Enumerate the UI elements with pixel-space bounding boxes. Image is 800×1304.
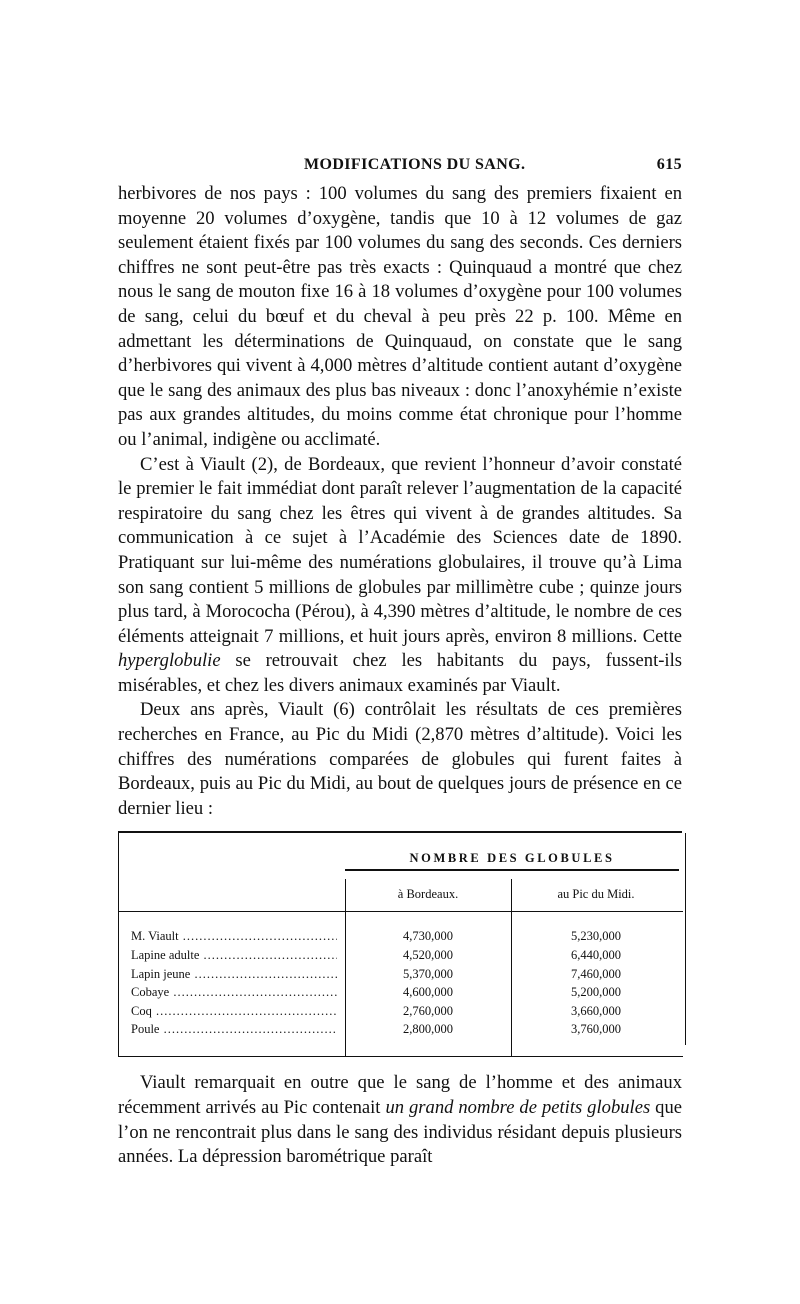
row-label: Poule .....	[131, 1022, 337, 1037]
row-pic: 6,440,000	[571, 948, 621, 963]
table-right-rule	[685, 833, 686, 1045]
table-bottom-rule	[119, 1056, 683, 1057]
table-body	[119, 929, 683, 1041]
paragraph-2-italic: hyperglobulie	[118, 650, 221, 672]
table-row	[119, 929, 683, 948]
row-pic: 5,230,000	[571, 929, 621, 944]
row-bordeaux: 4,520,000	[403, 948, 453, 963]
paragraph-2-tail: se retrouvait chez les habitants du pays, fussent-ils misérables, et chez les divers animaux examinés par Viault.	[118, 650, 683, 696]
paragraph-2-text: C’est à Viault (2), de Bordeaux, que revient l’honneur d’avoir constaté le premier le fait immédiat dont paraît relever l’augmentation de la capacité respiratoire du sang chez les êtres qui vivent à de grandes altitudes. Sa communication à ce sujet à l’Académie des Sciences date de 1890. Pratiquant sur lui-même des numérations globulaires, il trouve qu’à Lima son sang contient 5 millions de globules par millimètre cube ; quinze jours plus tard, à Morococha (Pérou), à 4,390 mètres d’altitude, le nombre de ces éléments atteignait 7 millions, et huit jours après, environ 8 millions. Cette	[118, 453, 682, 647]
paragraph-4-start: Viault remarquait en outre que le sang de l’homme et des animaux récemment arrivés au Pic contenait	[118, 1072, 682, 1119]
row-pic: 7,460,000	[571, 966, 621, 981]
row-label: Lapin jeune .....	[131, 967, 337, 982]
row-label: Cobaye .....	[131, 985, 337, 1000]
paragraph-4-italic: un grand nombre de petits globules	[385, 1097, 651, 1119]
row-pic: 5,200,000	[571, 985, 621, 1000]
running-title: MODIFICATIONS DU SANG.	[304, 156, 526, 173]
table-row	[119, 985, 683, 1004]
row-label: M. Viault .....	[131, 929, 337, 944]
row-bordeaux: 2,760,000	[403, 1003, 453, 1018]
paragraph-2	[118, 453, 682, 699]
table-brace	[345, 869, 679, 879]
row-label: Lapine adulte .....	[131, 948, 337, 963]
paragraph-1: herbivores de nos pays : 100 volumes du sang des premiers fixaient en moyenne 20 volumes d’oxygène, tandis que 10 à 12 volumes de gaz seulement étaient fixés par 100 volumes du sang des seconds. Ces derniers chiffres ne sont peut-être pas très exacts : Quinquaud a montré que chez nous le sang de mouton fixe 16 à 18 volumes d’oxygène pour 100 volumes de sang, celui du bœuf et du cheval à peu près 22 p. 100. Même en admettant les déterminations de Quinquaud, on constate que le sang d’herbivores qui vivent à 4,000 mètres d’altitude contient autant d’oxygène que le sang des animaux des plus bas niveaux : donc l’anoxyhémie n’existe pas aux grandes altitudes, du moins comme état chronique pour l’homme ou l’animal, indigène ou acclimaté.	[118, 183, 682, 450]
table-row	[119, 1004, 683, 1023]
row-bordeaux: 2,800,000	[403, 1022, 453, 1037]
row-label: Coq .....	[131, 1004, 337, 1019]
running-header	[118, 150, 682, 180]
table-group-header: NOMBRE DES GLOBULES	[409, 851, 615, 866]
globules-table	[118, 831, 682, 1057]
row-bordeaux: 5,370,000	[403, 966, 453, 981]
table-row	[119, 967, 683, 986]
row-bordeaux: 4,600,000	[403, 985, 453, 1000]
table-col-bordeaux: à Bordeaux.	[397, 887, 459, 902]
table-header-rule	[119, 911, 683, 912]
row-pic: 3,760,000	[571, 1022, 621, 1037]
table-col-pic: au Pic du Midi.	[557, 887, 635, 902]
paragraph-4-end: que l’on ne rencontrait plus dans le sang des individus résidant depuis plusieurs années. La dépression barométrique paraît	[118, 1097, 683, 1168]
page-number: 615	[656, 156, 682, 173]
table-row	[119, 1022, 683, 1041]
row-pic: 3,660,000	[571, 1003, 621, 1018]
book-page	[118, 150, 682, 1170]
row-bordeaux: 4,730,000	[403, 929, 453, 944]
paragraph-4	[118, 1071, 682, 1169]
paragraph-3: Deux ans après, Viault (6) contrôlait les résultats de ces premières recherches en France, au Pic du Midi (2,870 mètres d’altitude). Voici les chiffres des numérations comparées de globules qui furent faites à Bordeaux, puis au Pic du Midi, au bout de quelques jours de présence en ce dernier lieu :	[118, 699, 682, 819]
table-row	[119, 948, 683, 967]
